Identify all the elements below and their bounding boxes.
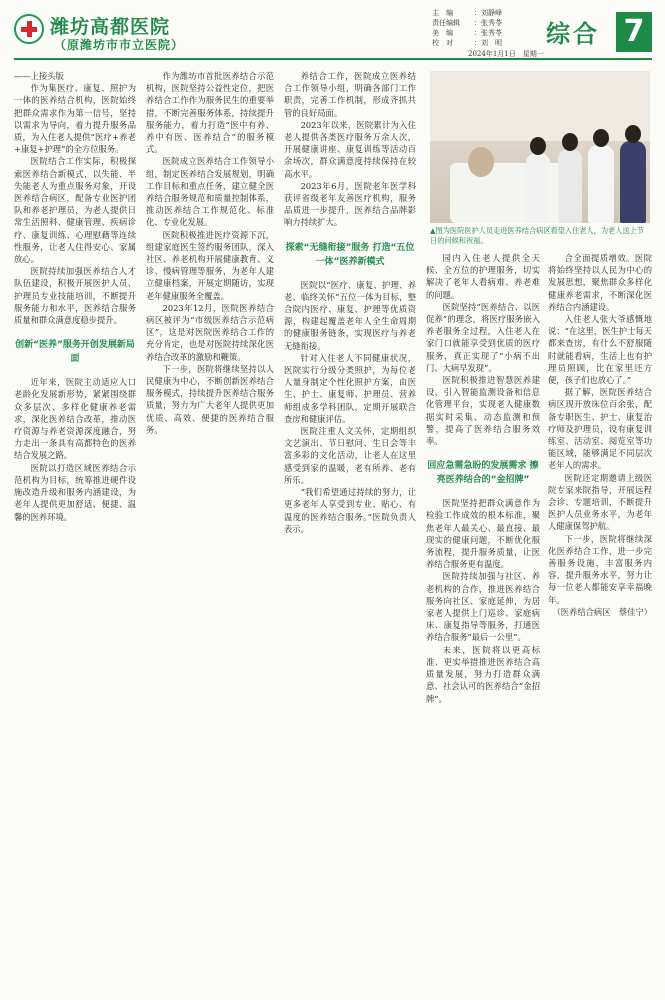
paragraph: 医院坚持“医养结合、以医促养”的理念，将医疗服务嵌入养老服务全过程，入住老人在家门口就能享受到优质的医疗服务，真正实现了“小病不出门、大病早发现”。 <box>426 301 540 373</box>
paragraph: 医院注重人文关怀，定期组织文艺演出、节日慰问、生日会等丰富多彩的文化活动，让老人在这里感受到家的温暖，老有所养、老有所乐。 <box>284 426 416 485</box>
paragraph: 医院以打造区域医养结合示范机构为目标，统筹推进硬件设施改造升级和服务内涵建设，为老年人提供更加舒适、便捷、温馨的医养环境。 <box>14 462 136 522</box>
paragraph: 医院积极推进智慧医养建设，引入智能监测设备和信息化管理平台，实现老人健康数据实时采集、动态监测和预警，提高了医养结合服务效率。 <box>426 375 540 447</box>
paragraph: 医院坚持把群众满意作为检验工作成效的根本标准，聚焦老年人最关心、最直接、最现实的健康问题，不断优化服务流程，提升服务质量，让医养结合服务更有温度。 <box>426 498 540 570</box>
article-column-4 <box>426 252 540 988</box>
photo-person <box>588 145 614 223</box>
editorial-credits <box>432 8 532 48</box>
paragraph: 医院还定期邀请上级医院专家来院指导，开展远程会诊、专题培训，不断提升医护人员业务水平，为老年人健康保驾护航。 <box>548 472 652 532</box>
page-number: 7 <box>616 12 652 52</box>
article-column-2 <box>146 70 274 988</box>
article-photo <box>430 71 650 223</box>
issue-date: 2024年1月1日 星期一 <box>468 50 544 58</box>
paragraph: 据了解，医院医养结合病区现开放床位百余张，配备专职医生、护士、康复治疗师及护理员，设有康复训练室、活动室、阅览室等功能区域，能够满足不同层次老年人的需求。 <box>548 387 652 471</box>
paragraph: 园内入住老人提供全天候、全方位的护理服务，切实解决了老年人看病难、养老难的问题。 <box>426 253 540 300</box>
photo-patient <box>468 147 494 177</box>
paragraph: 2023年12月，医院医养结合病区被评为“市级医养结合示范病区”，这是对医院医养结合工作的充分肯定，也是对医院持续深化医养结合改革的激励和鞭策。 <box>146 302 274 362</box>
paragraph: 养结合工作，医院成立医养结合工作领导小组，明确各部门工作职责，完善工作机制，形成齐抓共管的良好局面。 <box>284 71 416 118</box>
byline: ——上接头版 <box>14 71 64 81</box>
photo-bed <box>450 163 570 223</box>
paragraph: 医院结合工作实际，积极探索医养结合新模式，以失能、半失能老人为重点服务对象，开设医养结合病区，配备专业医护团队和养老护理员，为老人提供日常生活照料、健康管理、疾病诊疗、康复训练、心理慰藉等连续性服务，让老人住得安心、家属放心。 <box>14 156 136 265</box>
paragraph: 下一步，医院将继续深化医养结合工作，进一步完善服务设施，丰富服务内容，提升服务水平，努力让每一位老人都能安享幸福晚年。 <box>548 533 652 605</box>
credit-row: 主 编 ：刘静峰 <box>432 9 502 17</box>
paragraph: 2023年6月，医院老年医学科获评省级老年友善医疗机构，服务品质进一步提升，医养结合品牌影响力持续扩大。 <box>284 180 416 228</box>
paragraph: “我们希望通过持续的努力，让更多老年人享受到专业、贴心、有温度的医养结合服务。”医院负责人表示。 <box>284 487 416 534</box>
article-column-3 <box>284 70 416 988</box>
hospital-subtitle: （原潍坊市市立医院） <box>54 38 185 52</box>
paragraph: 未来，医院将以更高标准、更实举措推进医养结合高质量发展，努力打造群众满意、社会认可的医养结合“金招牌”。 <box>426 644 540 704</box>
credit-row: 责任编辑 ：张秀苓 <box>432 19 502 27</box>
paragraph: 合全面提质增效。医院将始终坚持以人民为中心的发展思想，聚焦群众多样化健康养老需求，不断深化医养结合内涵建设。 <box>548 253 652 312</box>
hospital-name: 潍坊高都医院 <box>50 16 171 38</box>
paragraph: 作为集医疗、康复、照护为一体的医养结合机构，医院始终把群众需求作为第一信号，坚持以需求为导向，着力提升服务品质，为入住老人提供“医疗+养老+康复+护理”的全方位服务。 <box>14 83 136 155</box>
paragraph: 下一步，医院将继续坚持以人民健康为中心，不断创新医养结合服务模式，持续提升医养结合服务质量，努力为广大老年人提供更加优质、高效、便捷的医养结合服务。 <box>146 363 274 435</box>
credit-row: 美 编 ：张秀苓 <box>432 29 502 37</box>
paragraph: 近年来，医院主动适应人口老龄化发展新形势，紧紧围绕群众多层次、多样化健康养老需求，深化医养结合改革，推动医疗资源与养老资源深度融合，努力走出一条具有高都特色的医养结合发展之路。 <box>14 377 136 461</box>
article-column-5 <box>548 252 652 988</box>
masthead-divider <box>14 58 652 60</box>
hospital-logo-icon <box>14 14 44 44</box>
section-subhead: 回应急需急盼的发展需求 擦亮医养结合的“金招牌” <box>427 461 539 486</box>
section-subhead: 创新“医养”服务开创发展新局面 <box>15 340 135 365</box>
paragraph: 2023年以来，医院累计为入住老人提供各类医疗服务万余人次，开展健康讲座、康复训练等活动百余场次，群众满意度持续保持在较高水平。 <box>284 119 416 179</box>
article-column-1 <box>14 70 136 988</box>
photo-person <box>620 141 646 223</box>
paragraph: 医院持续加强医养结合人才队伍建设，积极开展医护人员、护理员专业技能培训，不断提升服务能力和水平，医养结合服务质量和群众满意度稳步提升。 <box>14 266 136 326</box>
paragraph: 针对入住老人不同健康状况，医院实行分级分类照护，为每位老人量身制定个性化照护方案，由医生、护士、康复师、护理员、营养师组成多学科团队，定期开展联合查房和健康评估。 <box>284 352 416 424</box>
photo-caption: ▲图为医院医护人员走进医养结合病区看望入住老人，为老人送上节日的问候和祝福。 <box>430 226 644 245</box>
paragraph: 医院持续加强与社区、养老机构的合作，推进医养结合服务向社区、家庭延伸，为居家老人提供上门巡诊、家庭病床、康复指导等服务，打通医养结合服务“最后一公里”。 <box>426 571 540 643</box>
paragraph: 医院成立医养结合工作领导小组，制定医养结合发展规划，明确工作目标和重点任务，建立健全医养结合服务规范和质量控制体系，推动医养结合工作规范化、标准化、专业化发展。 <box>146 156 274 228</box>
paragraph: 入住老人张大爷感慨地说：“在这里，医生护士每天都来查房，有什么不舒服随时就能看病，生活上也有护理员照顾，比在家里还方便，孩子们也放心了。” <box>548 314 652 386</box>
section-subhead: 探索“无缝衔接”服务 打造“五位一体”医养新模式 <box>285 242 415 267</box>
section-title: 综合 <box>546 20 600 48</box>
credit-row: 校 对 ：刘 明 <box>432 39 502 47</box>
paragraph: 医院积极推进医疗资源下沉，组建家庭医生签约服务团队，深入社区、养老机构开展健康教育、义诊、慢病管理等服务，为老年人建立健康档案，开展定期随访，实现老年健康服务全覆盖。 <box>146 229 274 301</box>
masthead <box>0 0 665 66</box>
paragraph: 作为潍坊市首批医养结合示范机构，医院坚持公益性定位，把医养结合工作作为服务民生的重要举措，不断完善服务体系，持续提升服务能力，着力打造“医中有养、养中有医、医养结合”的服务模式。 <box>146 71 274 155</box>
paragraph: 医院以“医疗、康复、护理、养老、临终关怀”五位一体为目标，整合院内医疗、康复、护理等优质资源，构建起覆盖老年人全生命周期的健康服务链条，实现医疗与养老无缝衔接。 <box>284 279 416 351</box>
photo-person <box>558 149 582 223</box>
photo-background <box>430 71 650 141</box>
photo-person <box>526 153 550 223</box>
author-credit: （医养结合病区 蔡佳宁） <box>552 606 652 617</box>
